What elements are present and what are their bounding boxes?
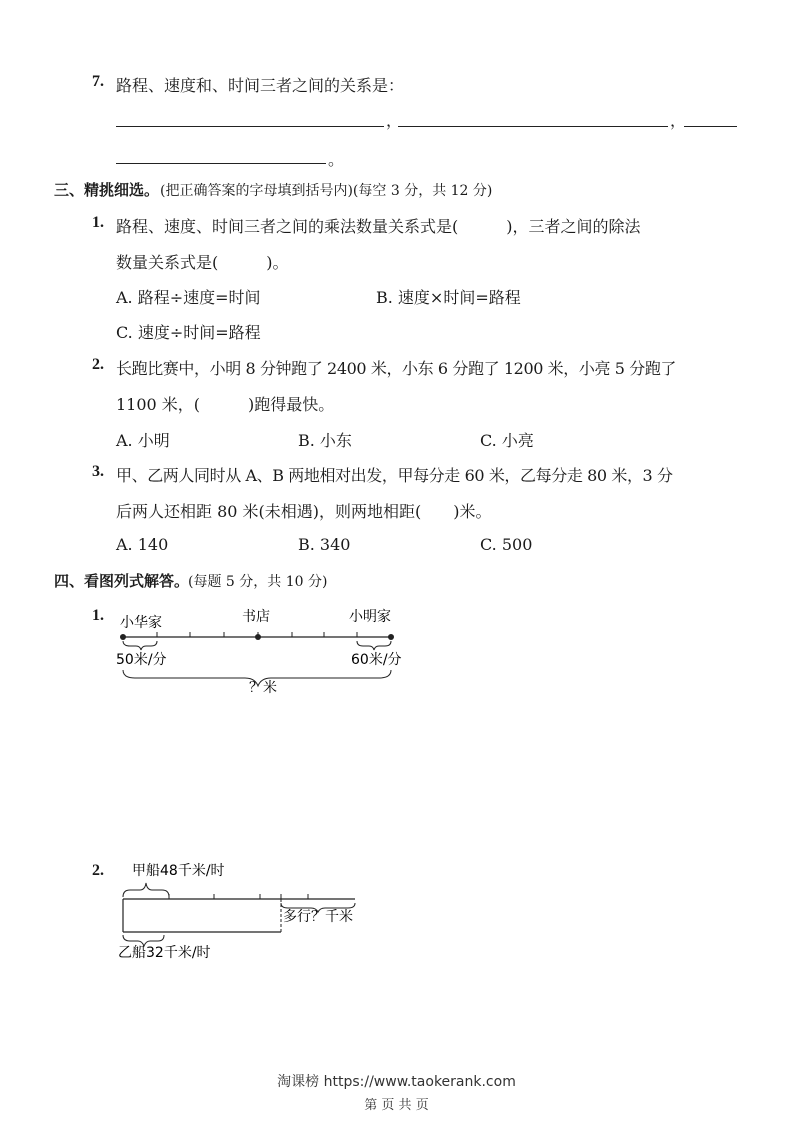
q7-comma-2: ，	[670, 111, 687, 130]
speed-brace-right	[357, 641, 391, 650]
s3-q2-number: 2.	[92, 356, 104, 373]
speed-right-label: 60米/分	[351, 652, 402, 668]
s4-q1-number: 1.	[92, 607, 104, 624]
s3-q1-option-b[interactable]: B. 速度×时间=路程	[376, 288, 521, 307]
s3-q3-option-b[interactable]: B. 340	[298, 535, 351, 554]
watermark: 淘课榜 https://www.taokerank.com	[277, 1074, 516, 1090]
s3-q3-number: 3.	[92, 463, 104, 480]
label-xiaohua-home: 小华家	[120, 615, 162, 631]
s3-q2-option-c[interactable]: C. 小亮	[480, 431, 534, 450]
speed-left-label: 50米/分	[116, 652, 167, 668]
label-xiaoming-home: 小明家	[349, 609, 391, 625]
ship-b-label: 乙船32千米/时	[118, 945, 211, 961]
extra-distance-label: 多行？千米	[283, 909, 353, 925]
s3-q1-number: 1.	[92, 214, 104, 231]
answer-blank-2[interactable]	[398, 126, 668, 127]
distance-diagram-2	[110, 855, 390, 970]
ship-a-speed-brace	[123, 883, 169, 897]
ship-a-label: 甲船48千米/时	[132, 863, 225, 879]
s3-q3-line2: 后两人还相距 80 米(未相遇)，则两地相距( )米。	[116, 502, 492, 521]
ship-a-ticks	[169, 894, 308, 899]
s3-q3-option-c[interactable]: C. 500	[480, 535, 533, 554]
answer-blank-4[interactable]	[116, 163, 326, 164]
s3-q2-option-a[interactable]: A. 小明	[116, 431, 170, 450]
q7-comma-1: ，	[386, 111, 403, 130]
q7-period: 。	[328, 150, 345, 169]
s3-q1-option-c[interactable]: C. 速度÷时间=路程	[116, 323, 261, 342]
s3-q1-line2: 数量关系式是( )。	[116, 253, 289, 272]
xiaohua-home-point	[120, 634, 126, 640]
s3-q2-option-b[interactable]: B. 小东	[298, 431, 352, 450]
page-number: 第 页 共 页	[364, 1098, 429, 1113]
s4-q2-number: 2.	[92, 862, 104, 879]
s3-q2-line2: 1100 米，( )跑得最快。	[116, 395, 335, 414]
answer-blank-3[interactable]	[684, 126, 737, 127]
bookstore-point	[255, 634, 261, 640]
xiaoming-home-point	[388, 634, 394, 640]
q7-number: 7.	[92, 73, 104, 90]
speed-brace-left	[123, 641, 157, 650]
s3-q2-line1: 长跑比赛中，小明 8 分钟跑了 2400 米，小东 6 分跑了 1200 米，小亮 5 分跑了	[116, 359, 677, 378]
s3-q1-line1: 路程、速度、时间三者之间的乘法数量关系式是( )，三者之间的除法	[116, 217, 641, 236]
q7-text: 路程、速度和、时间三者之间的关系是：	[116, 76, 405, 95]
section4-title: 四、看图列式解答。	[54, 572, 190, 590]
s3-q3-option-a[interactable]: A. 140	[116, 535, 169, 554]
label-bookstore: 书店	[242, 609, 270, 625]
answer-blank-1[interactable]	[116, 126, 384, 127]
s3-q3-line1: 甲、乙两人同时从 A、B 两地相对出发，甲每分走 60 米，乙每分走 80 米，3 分	[116, 466, 673, 485]
distance-diagram-1	[110, 600, 420, 705]
s3-q1-option-a[interactable]: A. 路程÷速度=时间	[116, 288, 261, 307]
section4-note: (每题 5 分，共 10 分)	[188, 574, 328, 590]
section3-title: 三、精挑细选。	[54, 181, 160, 199]
total-distance-label: ？米	[249, 680, 277, 696]
section3-note: (把正确答案的字母填到括号内)(每空 3 分，共 12 分)	[160, 183, 493, 199]
